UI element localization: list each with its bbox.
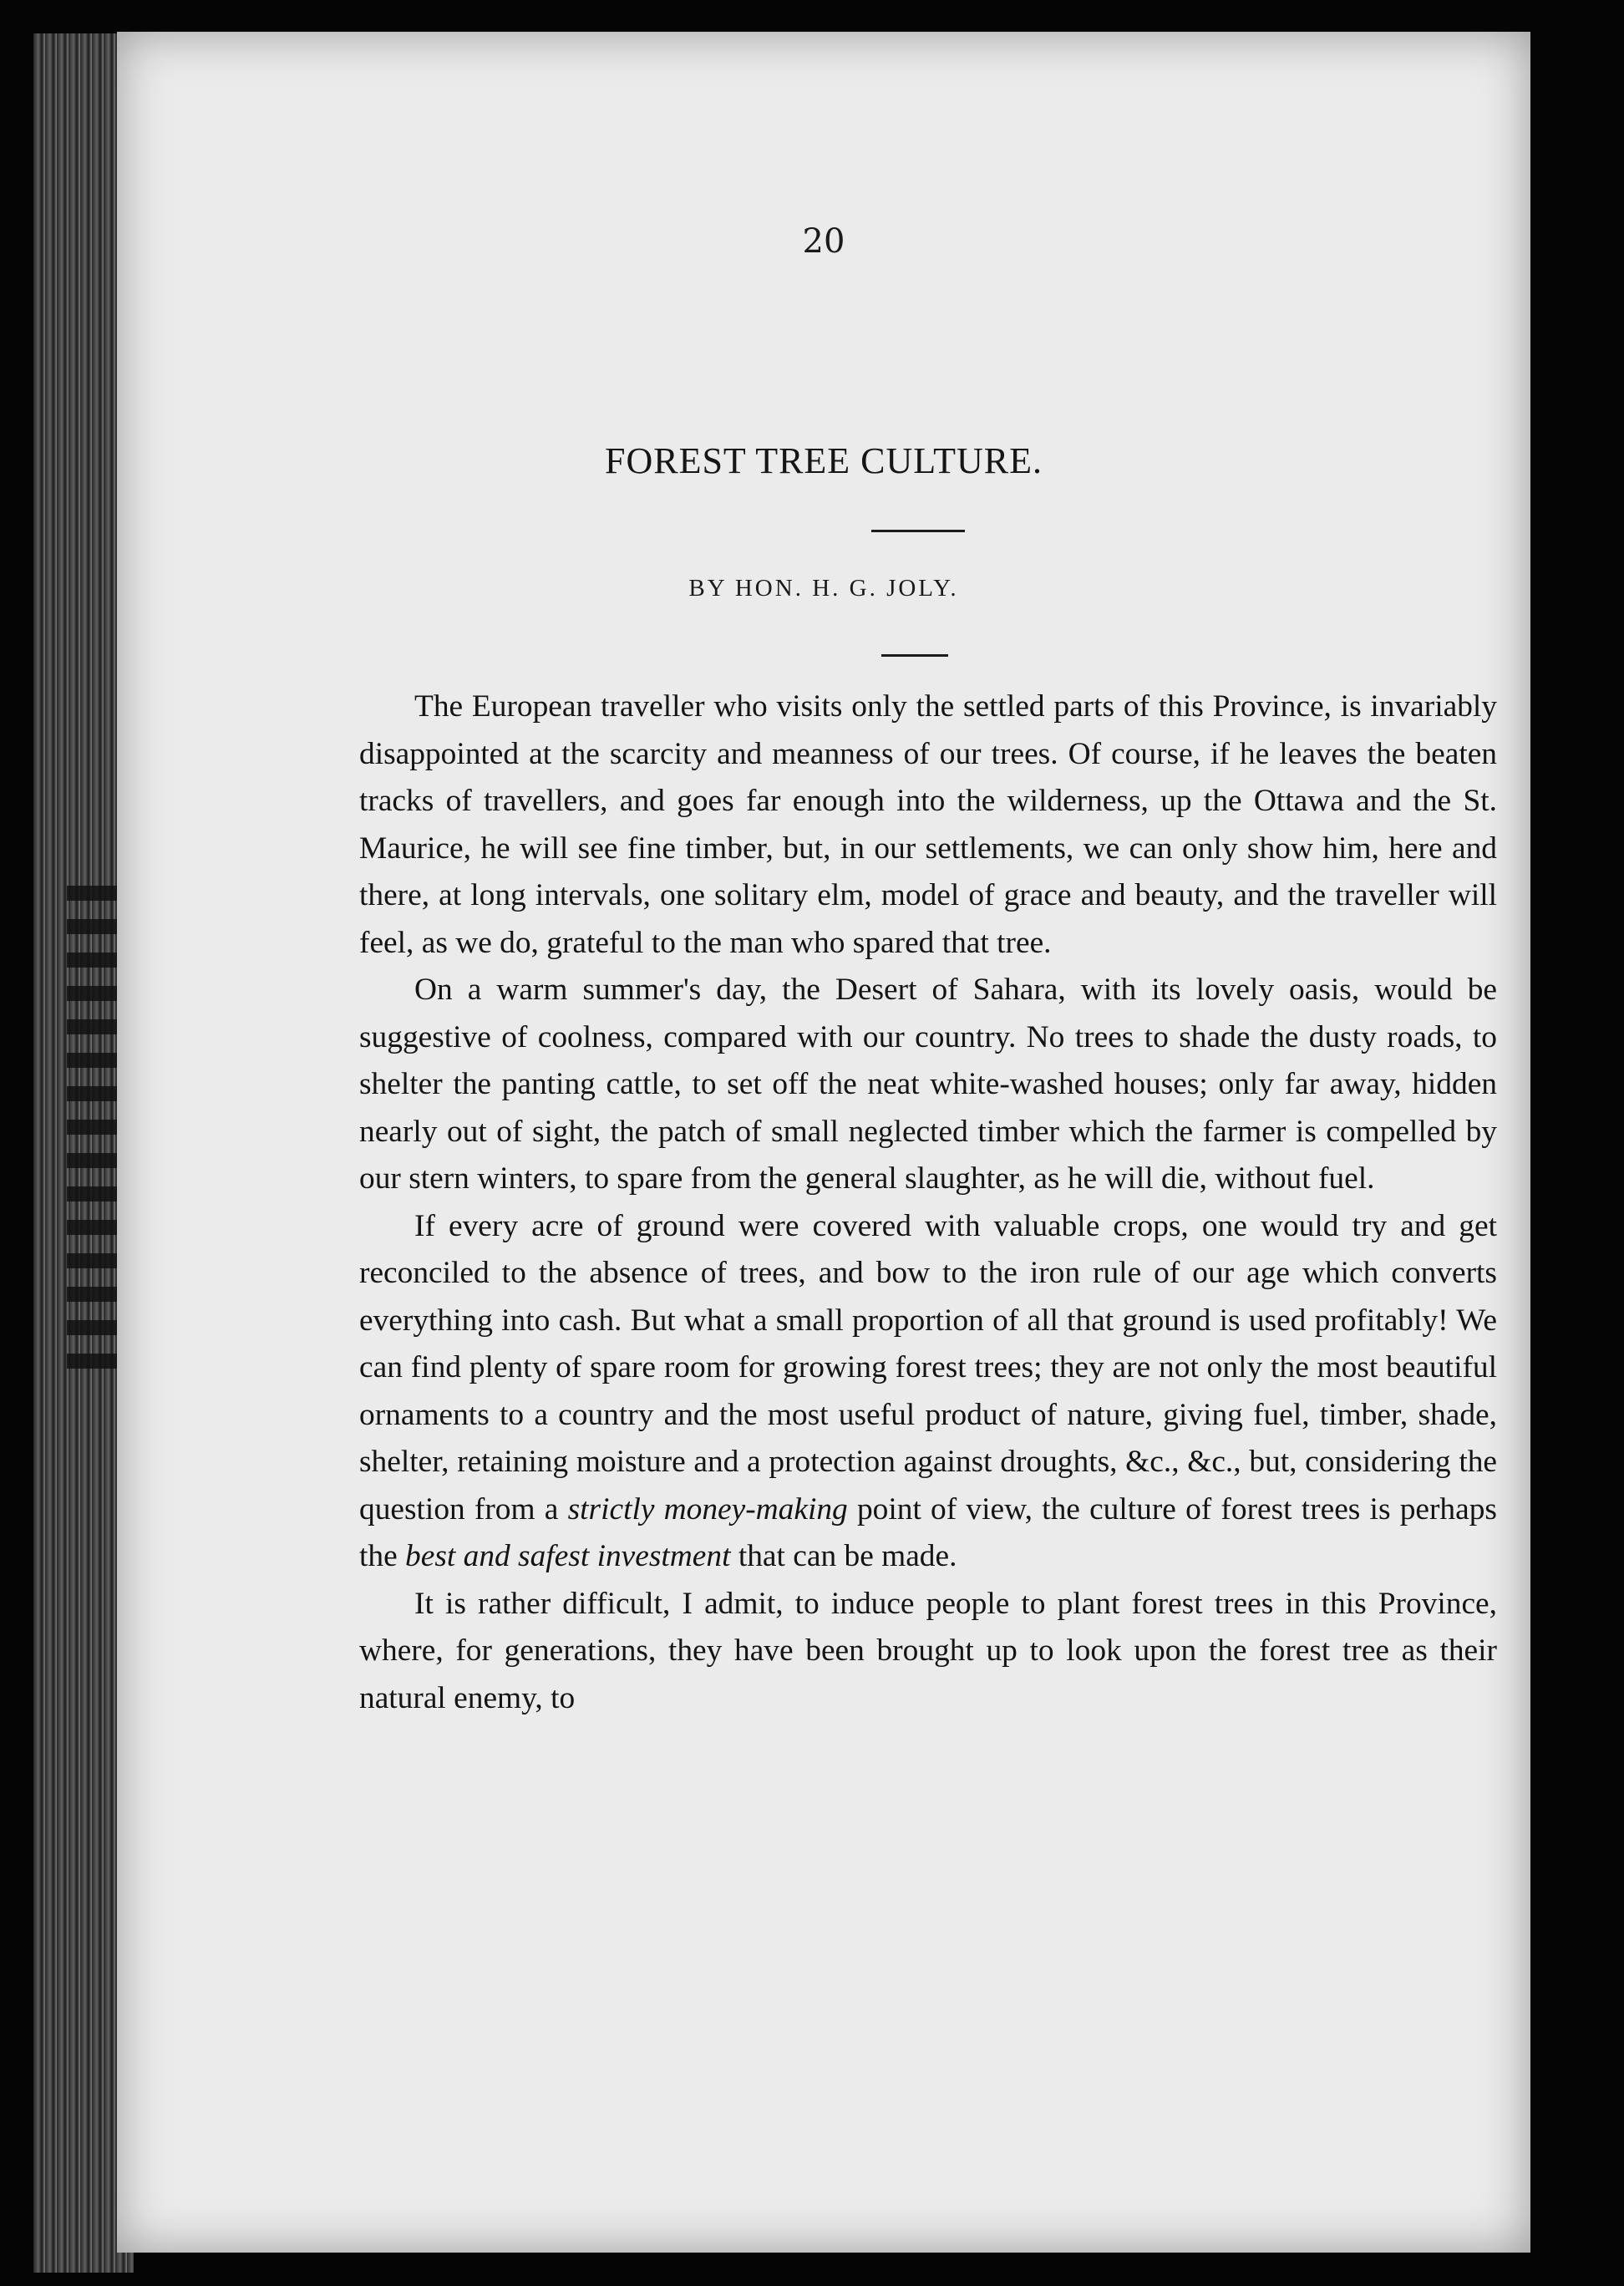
title-rule xyxy=(871,530,965,532)
page-edge-shadow xyxy=(67,886,117,1370)
paragraph-3-part-a: If every acre of ground were covered with valuable crops, one would try and get reconciled to the absence of trees, and bow to the iron rule of our age which converts everything into cash. But what a small proportion of all that ground is used profitably! We can find plenty of spare room for growing forest trees; they are not only the most beautiful ornaments to a country and the most useful product of nature, giving fuel, timber, shade, shelter, retaining moisture and a protection against droughts, &c., &c., but, considering the question from a xyxy=(359,1208,1497,1527)
article-title: FOREST TREE CULTURE. xyxy=(604,440,1043,481)
paragraph-2: On a warm summer's day, the Desert of Sahara, with its lovely oasis, would be suggestive of coolness, compared with our country. No trees to shade the dusty roads, to shelter the panting cattle, to set off the neat white-washed houses; only far away, hidden nearly out of sight, the patch of small neglected timber which the farmer is compelled by our stern winters, to spare from the general slaughter, as he will die, without fuel. xyxy=(359,973,1497,1196)
article-byline: BY HON. H. G. JOLY. xyxy=(688,575,959,602)
paragraph-1: The European traveller who visits only the settled parts of this Province, is invariably disappointed at the scarcity and meanness of our trees. Of course, if he leaves the beaten tracks of travellers, and goes far enough into the wilderness, up the Ottawa and the St. Maurice, he will see fine timber, but, in our settlements, we can only show him, here and there, at long intervals, one solitary elm, model of grace and beauty, and the traveller will feel, as we do, grateful to the man who spared that tree. xyxy=(359,689,1497,960)
article-body xyxy=(359,683,1497,1722)
paragraph-3 xyxy=(359,1203,1497,1581)
book-page xyxy=(117,32,1530,2253)
paragraph-3-part-c: that can be made. xyxy=(738,1539,957,1573)
paragraph-4: It is rather difficult, I admit, to induce people to plant forest trees in this Province, where, for generations, they have been brought up to look upon the forest tree as their natural enemy, to xyxy=(359,1586,1497,1715)
emphasis-money-making: strictly money-making xyxy=(567,1491,848,1527)
paragraph-3-part-b: point of view, the culture of forest trees is perhaps the xyxy=(359,1491,1497,1573)
emphasis-best-investment: best and safest investment xyxy=(405,1539,731,1573)
page-number: 20 xyxy=(802,222,845,261)
byline-rule xyxy=(881,654,948,657)
